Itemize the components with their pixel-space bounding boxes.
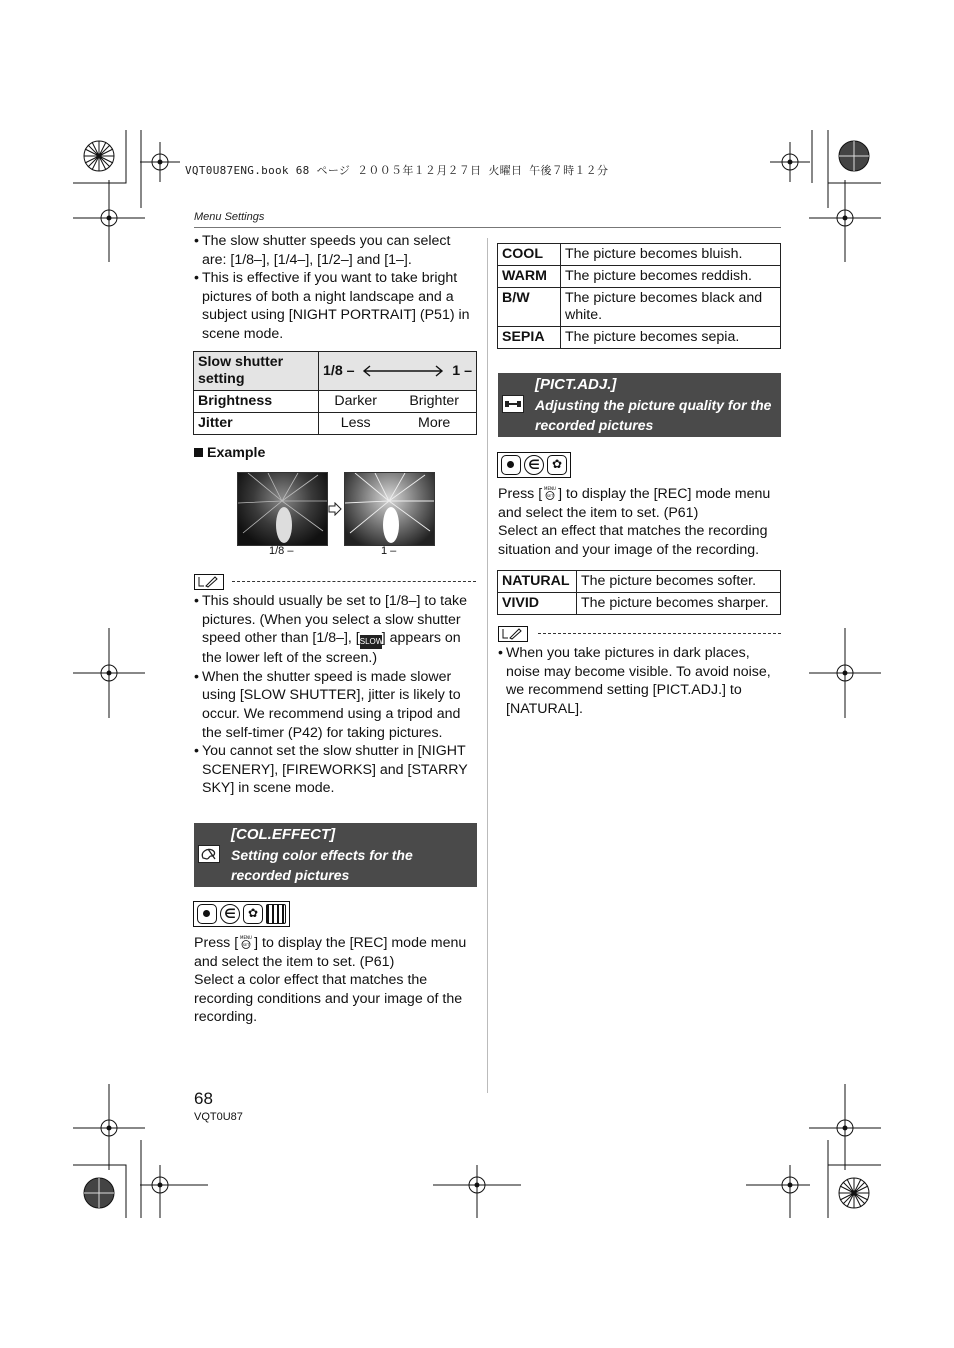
menu-set-icon (542, 486, 558, 500)
square-bullet-icon (194, 448, 203, 457)
example-photo-dark (237, 472, 328, 546)
list-item: • The slow shutter speeds you can select are: [1/8–], [1/4–], [1/2–] and [1–]. (194, 232, 476, 269)
ferris-wheel-icon (345, 473, 434, 545)
note-bullets-right (498, 644, 782, 718)
example-heading: Example (194, 444, 265, 463)
table-row: VIVID The picture becomes sharper. (498, 593, 781, 615)
table-row: NATURAL The picture becomes softer. (498, 571, 781, 593)
table-row: COOL The picture becomes bluish. (498, 244, 781, 266)
example-photo-bright (344, 472, 435, 546)
table-row: WARM The picture becomes reddish. (498, 266, 781, 288)
mode-icons-left (193, 901, 290, 927)
slow-shutter-icon: SLOW (360, 635, 382, 649)
col-effect-title: [COL.EFFECT] (231, 826, 336, 843)
caption-fast: 1 – (381, 545, 397, 557)
note-divider (232, 581, 476, 582)
macro-mode-icon: ✿ (243, 904, 263, 924)
svg-text:SET: SET (546, 494, 554, 498)
list-item: • When the shutter speed is made slower using [SLOW SHUTTER], jitter is likely to occur. We recommend using a tripod and the self-timer (P42) for taking pictures. (194, 668, 476, 742)
scale-to: 1 – (452, 362, 472, 379)
pict-adj-banner (498, 373, 781, 437)
table-row: B/W The picture becomes black and white. (498, 288, 781, 327)
print-info-line: VQT0U87ENG.book 68 ページ ２００５年１２月２７日 火曜日 午後７時１２分 (185, 164, 609, 177)
picture-adjust-table (497, 570, 781, 615)
cell-high: Brighter (392, 391, 476, 413)
table-row (194, 352, 477, 391)
list-item: • When you take pictures in dark places, noise may become visible. To avoid noise, we recommend setting [PICT.ADJ.] to [NATURAL]. (498, 644, 782, 718)
section-header: Menu Settings (194, 211, 265, 223)
svg-text:SET: SET (242, 943, 250, 947)
row-label: Brightness (194, 391, 319, 413)
table-header-cell: Slow shutter setting (194, 352, 319, 391)
col-effect-banner (194, 823, 477, 887)
mode-icons-right (497, 452, 571, 478)
cell-low: Darker (319, 391, 393, 413)
note-bullets-left (194, 592, 476, 798)
document-code: VQT0U87 (194, 1111, 243, 1123)
header-rule (194, 227, 781, 228)
list-item: • This should usually be set to [1/8–] to take pictures. (When you select a slow shutter speed other than [1/8–], [SLOW] appears on the lower left of the screen.) (194, 592, 476, 668)
svg-text:MENU: MENU (544, 486, 557, 491)
table-row (194, 391, 477, 413)
camera-mode-icon (501, 455, 521, 475)
column-divider (487, 238, 488, 1093)
table-row: SEPIA The picture becomes sepia. (498, 327, 781, 349)
cell-high: More (392, 413, 476, 435)
economy-mode-icon: ∈ (220, 904, 240, 924)
slow-shutter-table (193, 351, 477, 435)
ferris-wheel-icon (238, 473, 327, 545)
camera-mode-icon (197, 904, 217, 924)
cell-low: Less (319, 413, 393, 435)
palette-icon (198, 845, 220, 863)
menu-set-icon (238, 935, 254, 949)
note-icon (194, 574, 224, 590)
table-row (194, 413, 477, 435)
list-item: • You cannot set the slow shutter in [NIGHT SCENERY], [FIREWORKS] and [STARRY SKY] in scene mode. (194, 742, 476, 798)
row-label: Jitter (194, 413, 319, 435)
pict-adj-title: [PICT.ADJ.] (535, 376, 617, 393)
col-effect-subtitle: Setting color effects for the recorded pictures (231, 847, 413, 883)
intro-bullets (194, 232, 476, 344)
motion-picture-mode-icon (266, 904, 286, 924)
pict-adj-body: Press [ MENU SET ] to display the [REC] mode menu and select the item to set. (P61) Select an effect that matches the recording situation and your image of the recording. (498, 486, 771, 558)
double-arrow-icon (362, 365, 444, 377)
macro-mode-icon: ✿ (547, 455, 567, 475)
page-number: 68 (194, 1089, 213, 1108)
scale-cell (319, 352, 477, 391)
pict-adj-subtitle: Adjusting the picture quality for the recorded pictures (535, 397, 772, 433)
arrow-right-icon (328, 502, 342, 516)
note-divider (538, 633, 781, 634)
list-item: • This is effective if you want to take bright pictures of both a night landscape and a subject using [NIGHT PORTRAIT] (P51) in scene mode. (194, 269, 476, 343)
caption-slow: 1/8 – (269, 545, 294, 557)
scale-from: 1/8 – (323, 362, 355, 379)
color-effect-table (497, 243, 781, 349)
svg-text:MENU: MENU (240, 935, 253, 940)
economy-mode-icon: ∈ (524, 455, 544, 475)
note-icon (498, 626, 528, 642)
wrench-icon (502, 395, 524, 413)
col-effect-body: Press [ MENU SET ] to display the [REC] mode menu and select the item to set. (P61) Select a color effect that matches the recording conditions and your image of the recording. (194, 935, 467, 1026)
